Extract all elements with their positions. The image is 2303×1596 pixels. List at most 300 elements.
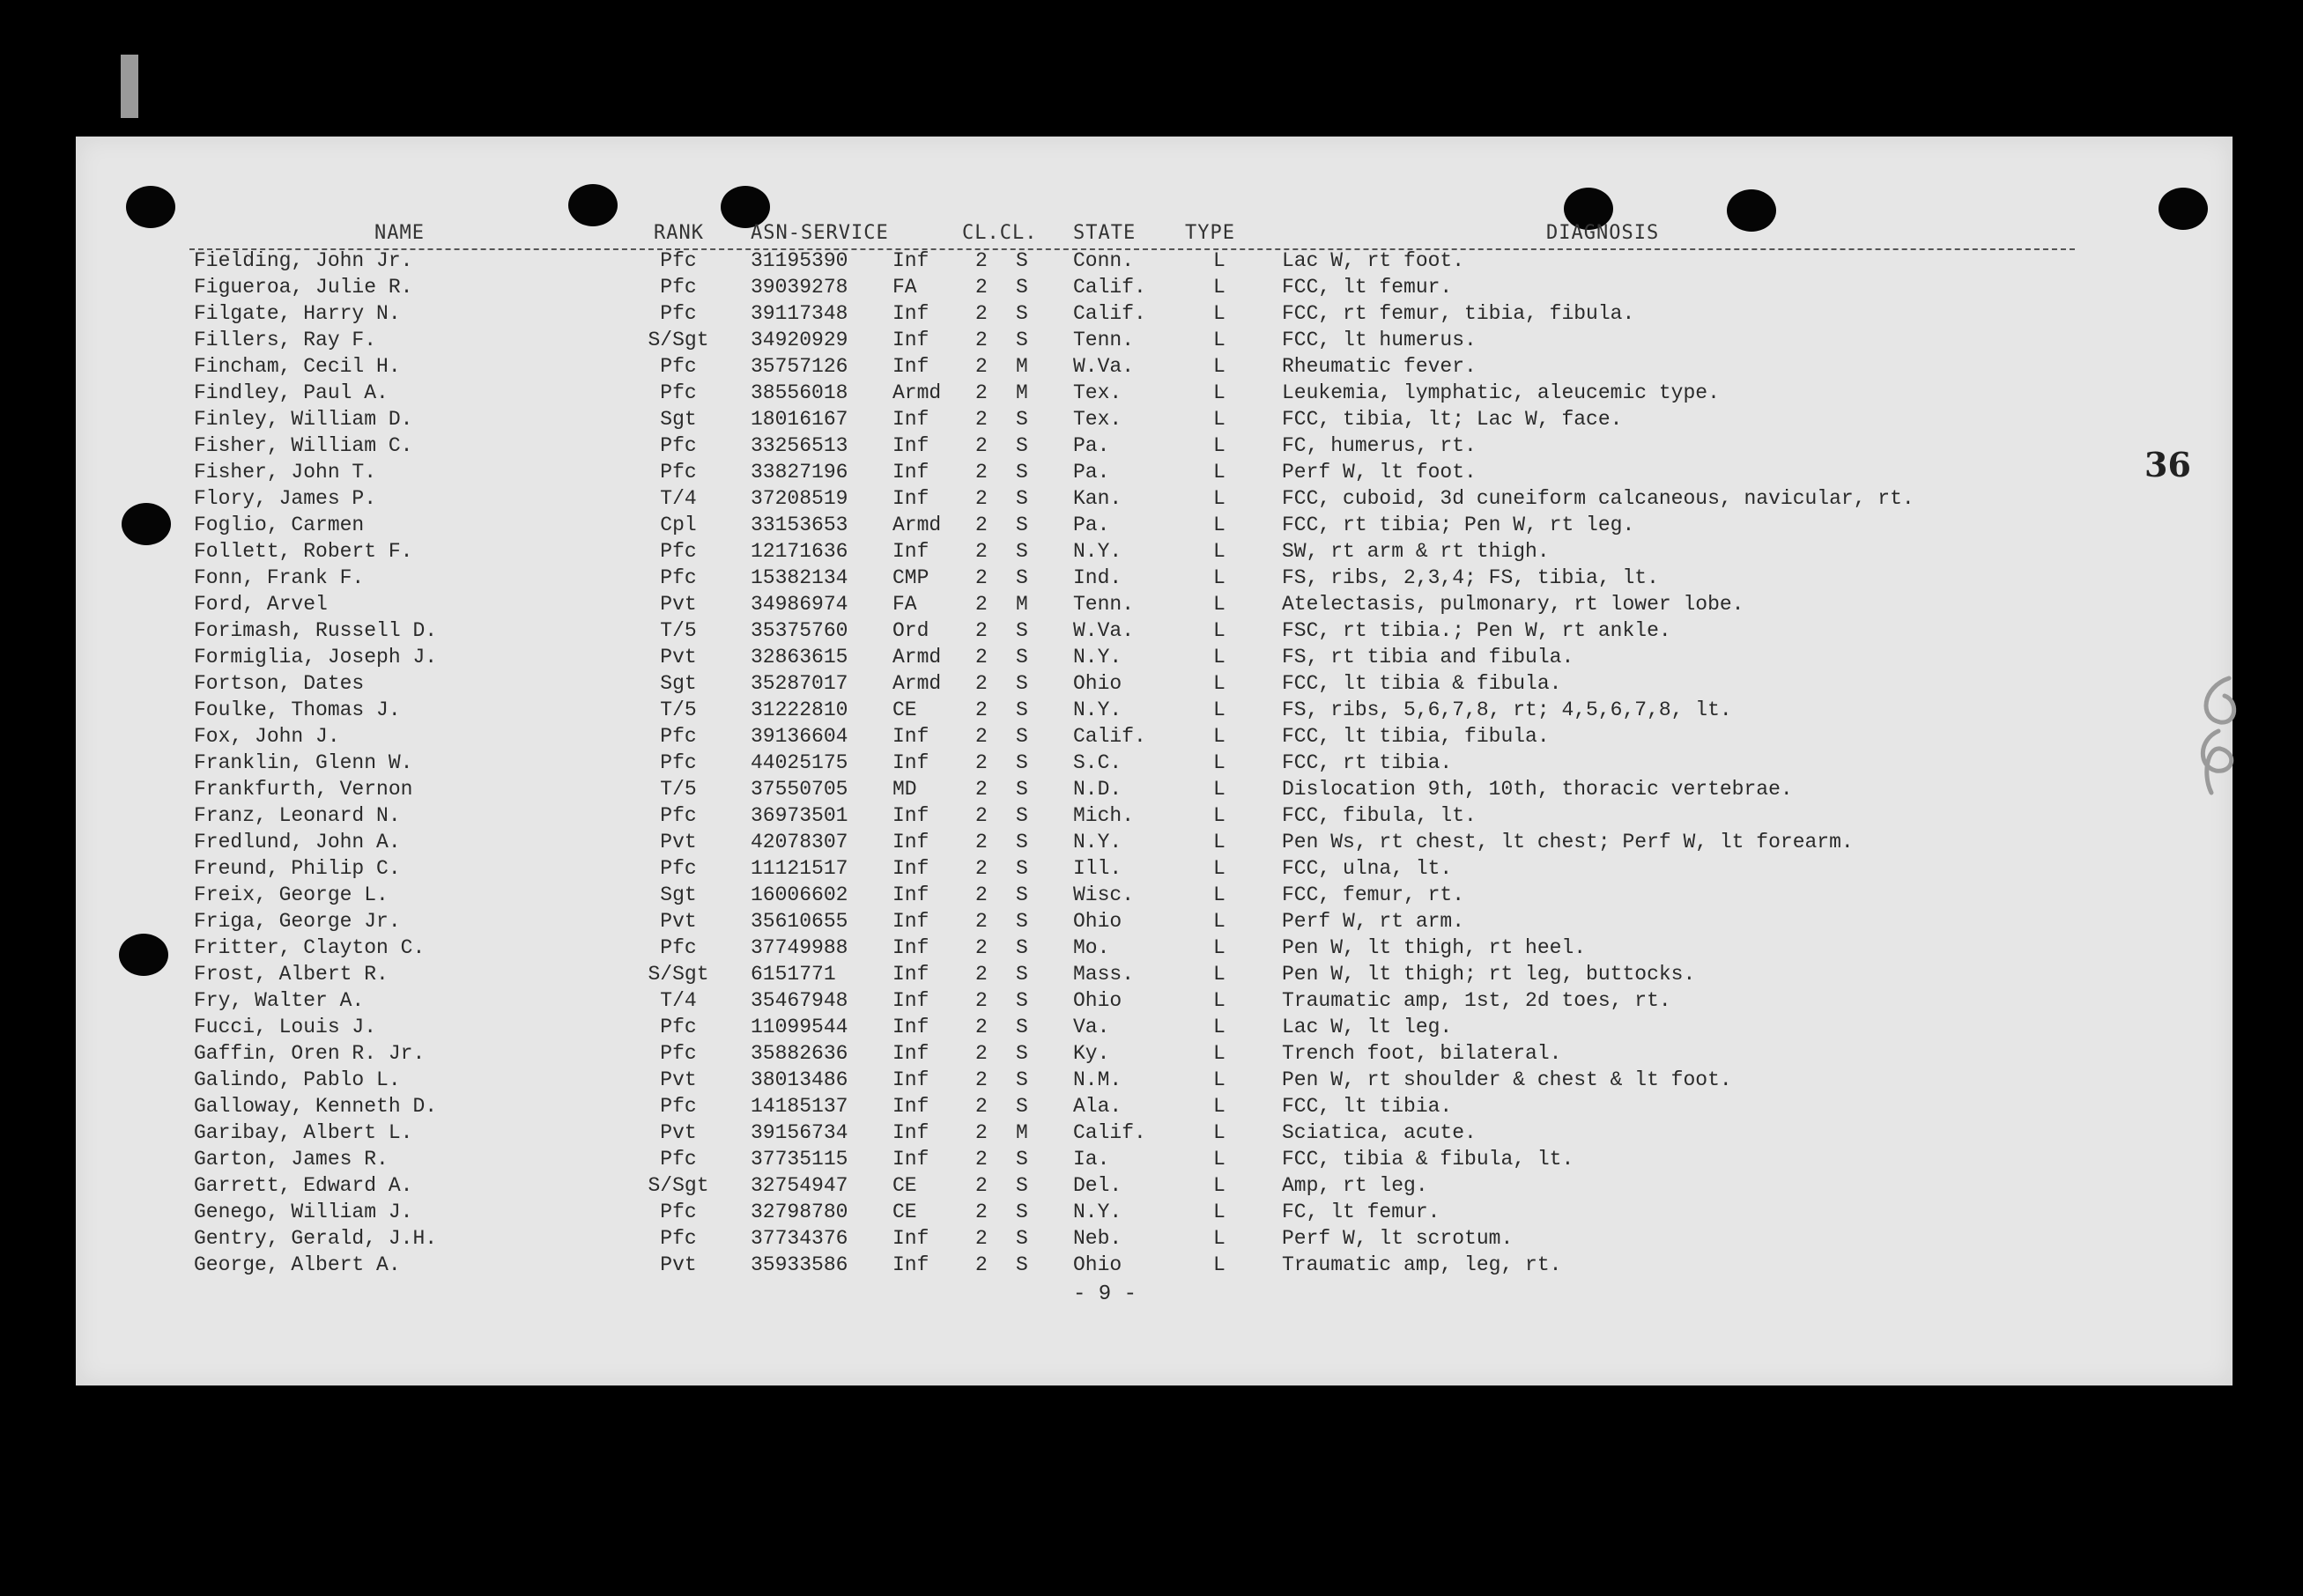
- state-cell: Tenn.: [1073, 329, 1135, 351]
- diagnosis-cell: Trench foot, bilateral.: [1282, 1042, 1562, 1065]
- rank-cell: T/4: [660, 487, 697, 510]
- soldier-name: Franz, Leonard N.: [194, 804, 401, 827]
- class-2-cell: S: [1016, 1095, 1028, 1118]
- class-2-cell: S: [1016, 1227, 1028, 1250]
- table-row: [0, 883, 2303, 910]
- soldier-name: Friga, George Jr.: [194, 910, 401, 933]
- state-cell: Neb.: [1073, 1227, 1122, 1250]
- class-2-cell: S: [1016, 408, 1028, 431]
- asn-cell: 14185137: [751, 1095, 848, 1118]
- class-1-cell: 2: [975, 355, 988, 378]
- table-row: [0, 1201, 2303, 1227]
- service-cell: Inf: [892, 1068, 929, 1091]
- state-cell: Del.: [1073, 1174, 1122, 1197]
- soldier-name: Fredlund, John A.: [194, 831, 401, 853]
- state-cell: Pa.: [1073, 461, 1110, 484]
- asn-cell: 34986974: [751, 593, 848, 616]
- table-row: [0, 408, 2303, 434]
- service-cell: Inf: [892, 408, 929, 431]
- rank-cell: Pvt: [660, 593, 697, 616]
- service-cell: Inf: [892, 857, 929, 880]
- service-cell: Inf: [892, 1016, 929, 1038]
- rank-cell: Pfc: [660, 804, 697, 827]
- soldier-name: Gaffin, Oren R. Jr.: [194, 1042, 426, 1065]
- soldier-name: Follett, Robert F.: [194, 540, 413, 563]
- diagnosis-cell: Rheumatic fever.: [1282, 355, 1477, 378]
- rank-cell: T/5: [660, 778, 697, 801]
- class-2-cell: S: [1016, 1068, 1028, 1091]
- asn-cell: 42078307: [751, 831, 848, 853]
- class-2-cell: M: [1016, 1121, 1028, 1144]
- asn-cell: 38013486: [751, 1068, 848, 1091]
- table-row: [0, 434, 2303, 461]
- table-row: [0, 1174, 2303, 1201]
- service-cell: Inf: [892, 461, 929, 484]
- diagnosis-cell: FS, ribs, 2,3,4; FS, tibia, lt.: [1282, 566, 1659, 589]
- page-number: - 9 -: [1073, 1282, 1137, 1306]
- table-row: [0, 540, 2303, 566]
- class-2-cell: M: [1016, 381, 1028, 404]
- soldier-name: Figueroa, Julie R.: [194, 276, 413, 299]
- service-cell: Inf: [892, 1121, 929, 1144]
- table-row: [0, 1253, 2303, 1280]
- table-row: [0, 989, 2303, 1016]
- soldier-name: Garton, James R.: [194, 1148, 389, 1171]
- asn-cell: 35467948: [751, 989, 848, 1012]
- class-2-cell: S: [1016, 302, 1028, 325]
- class-2-cell: S: [1016, 1174, 1028, 1197]
- table-row: [0, 487, 2303, 514]
- diagnosis-cell: Atelectasis, pulmonary, rt lower lobe.: [1282, 593, 1744, 616]
- class-1-cell: 2: [975, 910, 988, 933]
- soldier-name: Gentry, Gerald, J.H.: [194, 1227, 438, 1250]
- service-cell: Armd: [892, 646, 942, 669]
- soldier-name: Freix, George L.: [194, 883, 389, 906]
- asn-cell: 15382134: [751, 566, 848, 589]
- state-cell: Tenn.: [1073, 593, 1135, 616]
- type-cell: L: [1213, 831, 1226, 853]
- rank-cell: Pfc: [660, 1148, 697, 1171]
- type-cell: L: [1213, 804, 1226, 827]
- asn-cell: 39039278: [751, 276, 848, 299]
- table-row: [0, 698, 2303, 725]
- rank-cell: S/Sgt: [648, 1174, 709, 1197]
- film-edge-mark: [121, 55, 138, 118]
- header-diagnosis: DIAGNOSIS: [1546, 222, 1660, 244]
- diagnosis-cell: FCC, rt tibia.: [1282, 751, 1453, 774]
- soldier-name: Fonn, Frank F.: [194, 566, 365, 589]
- type-cell: L: [1213, 1253, 1226, 1276]
- asn-cell: 39117348: [751, 302, 848, 325]
- table-row: [0, 1121, 2303, 1148]
- table-row: [0, 672, 2303, 698]
- punch-hole: [126, 186, 175, 228]
- soldier-name: Fucci, Louis J.: [194, 1016, 377, 1038]
- diagnosis-cell: Perf W, rt arm.: [1282, 910, 1465, 933]
- type-cell: L: [1213, 725, 1226, 748]
- type-cell: L: [1213, 355, 1226, 378]
- rank-cell: Pfc: [660, 302, 697, 325]
- asn-cell: 6151771: [751, 963, 836, 986]
- class-1-cell: 2: [975, 593, 988, 616]
- class-2-cell: S: [1016, 963, 1028, 986]
- class-1-cell: 2: [975, 1121, 988, 1144]
- class-1-cell: 2: [975, 989, 988, 1012]
- class-1-cell: 2: [975, 831, 988, 853]
- asn-cell: 18016167: [751, 408, 848, 431]
- rank-cell: Pfc: [660, 381, 697, 404]
- state-cell: Calif.: [1073, 276, 1146, 299]
- type-cell: L: [1213, 1121, 1226, 1144]
- soldier-name: Filgate, Harry N.: [194, 302, 401, 325]
- table-row: [0, 593, 2303, 619]
- rank-cell: Pvt: [660, 831, 697, 853]
- asn-cell: 37749988: [751, 936, 848, 959]
- class-2-cell: S: [1016, 883, 1028, 906]
- state-cell: Mass.: [1073, 963, 1135, 986]
- state-cell: Ohio: [1073, 1253, 1122, 1276]
- type-cell: L: [1213, 751, 1226, 774]
- service-cell: Inf: [892, 434, 929, 457]
- sheet-number: 36: [2144, 445, 2191, 484]
- class-2-cell: S: [1016, 540, 1028, 563]
- service-cell: Inf: [892, 487, 929, 510]
- soldier-name: Fry, Walter A.: [194, 989, 365, 1012]
- class-2-cell: S: [1016, 1253, 1028, 1276]
- class-1-cell: 2: [975, 936, 988, 959]
- service-cell: CE: [892, 698, 917, 721]
- class-2-cell: S: [1016, 619, 1028, 642]
- class-2-cell: S: [1016, 698, 1028, 721]
- soldier-name: Franklin, Glenn W.: [194, 751, 413, 774]
- table-row: [0, 857, 2303, 883]
- diagnosis-cell: FCC, fibula, lt.: [1282, 804, 1477, 827]
- diagnosis-cell: Sciatica, acute.: [1282, 1121, 1477, 1144]
- asn-cell: 39136604: [751, 725, 848, 748]
- rank-cell: Pfc: [660, 1201, 697, 1223]
- table-row: [0, 302, 2303, 329]
- soldier-name: Flory, James P.: [194, 487, 377, 510]
- class-2-cell: S: [1016, 989, 1028, 1012]
- state-cell: Ala.: [1073, 1095, 1122, 1118]
- diagnosis-cell: FS, ribs, 5,6,7,8, rt; 4,5,6,7,8, lt.: [1282, 698, 1732, 721]
- table-row: [0, 514, 2303, 540]
- rank-cell: Pfc: [660, 936, 697, 959]
- diagnosis-cell: FCC, tibia, lt; Lac W, face.: [1282, 408, 1623, 431]
- service-cell: FA: [892, 276, 917, 299]
- class-2-cell: S: [1016, 857, 1028, 880]
- rank-cell: Pvt: [660, 910, 697, 933]
- class-2-cell: S: [1016, 434, 1028, 457]
- asn-cell: 35757126: [751, 355, 848, 378]
- rank-cell: Cpl: [660, 514, 697, 536]
- class-2-cell: S: [1016, 276, 1028, 299]
- diagnosis-cell: FCC, lt femur.: [1282, 276, 1453, 299]
- service-cell: CE: [892, 1174, 917, 1197]
- column-header: [189, 222, 2075, 250]
- state-cell: N.M.: [1073, 1068, 1122, 1091]
- class-1-cell: 2: [975, 646, 988, 669]
- service-cell: Inf: [892, 989, 929, 1012]
- class-2-cell: S: [1016, 1016, 1028, 1038]
- asn-cell: 44025175: [751, 751, 848, 774]
- soldier-name: Frankfurth, Vernon: [194, 778, 413, 801]
- state-cell: Wisc.: [1073, 883, 1135, 906]
- asn-cell: 35375760: [751, 619, 848, 642]
- class-1-cell: 2: [975, 883, 988, 906]
- state-cell: N.Y.: [1073, 646, 1122, 669]
- service-cell: Inf: [892, 831, 929, 853]
- handwritten-pencil-mark: [2176, 669, 2255, 802]
- state-cell: N.Y.: [1073, 698, 1122, 721]
- type-cell: L: [1213, 593, 1226, 616]
- asn-cell: 37734376: [751, 1227, 848, 1250]
- rank-cell: Pfc: [660, 540, 697, 563]
- table-row: [0, 381, 2303, 408]
- rank-cell: T/4: [660, 989, 697, 1012]
- state-cell: Ind.: [1073, 566, 1122, 589]
- service-cell: Inf: [892, 355, 929, 378]
- soldier-name: Findley, Paul A.: [194, 381, 389, 404]
- rank-cell: Pfc: [660, 1095, 697, 1118]
- state-cell: W.Va.: [1073, 619, 1135, 642]
- diagnosis-cell: Traumatic amp, 1st, 2d toes, rt.: [1282, 989, 1671, 1012]
- soldier-name: Garibay, Albert L.: [194, 1121, 413, 1144]
- type-cell: L: [1213, 698, 1226, 721]
- service-cell: CE: [892, 1201, 917, 1223]
- service-cell: Inf: [892, 910, 929, 933]
- rank-cell: Pfc: [660, 857, 697, 880]
- state-cell: N.Y.: [1073, 831, 1122, 853]
- state-cell: Pa.: [1073, 514, 1110, 536]
- diagnosis-cell: FCC, lt tibia & fibula.: [1282, 672, 1562, 695]
- soldier-name: Freund, Philip C.: [194, 857, 401, 880]
- type-cell: L: [1213, 1174, 1226, 1197]
- asn-cell: 37208519: [751, 487, 848, 510]
- rank-cell: Pvt: [660, 646, 697, 669]
- diagnosis-cell: Leukemia, lymphatic, aleucemic type.: [1282, 381, 1720, 404]
- asn-cell: 11121517: [751, 857, 848, 880]
- diagnosis-cell: Pen W, lt thigh; rt leg, buttocks.: [1282, 963, 1696, 986]
- table-row: [0, 936, 2303, 963]
- soldier-name: Frost, Albert R.: [194, 963, 389, 986]
- class-1-cell: 2: [975, 514, 988, 536]
- type-cell: L: [1213, 989, 1226, 1012]
- service-cell: Inf: [892, 804, 929, 827]
- table-row: [0, 1068, 2303, 1095]
- diagnosis-cell: Lac W, rt foot.: [1282, 249, 1465, 272]
- service-cell: Inf: [892, 1042, 929, 1065]
- service-cell: Inf: [892, 883, 929, 906]
- type-cell: L: [1213, 1095, 1226, 1118]
- diagnosis-cell: SW, rt arm & rt thigh.: [1282, 540, 1550, 563]
- header-cl-cl: CL.CL.: [962, 222, 1038, 244]
- table-row: [0, 910, 2303, 936]
- class-2-cell: S: [1016, 487, 1028, 510]
- soldier-name: Fincham, Cecil H.: [194, 355, 401, 378]
- state-cell: Mo.: [1073, 936, 1110, 959]
- diagnosis-cell: FCC, ulna, lt.: [1282, 857, 1453, 880]
- class-1-cell: 2: [975, 461, 988, 484]
- class-2-cell: S: [1016, 672, 1028, 695]
- class-2-cell: M: [1016, 593, 1028, 616]
- table-row: [0, 329, 2303, 355]
- header-type: TYPE: [1185, 222, 1235, 244]
- soldier-name: Genego, William J.: [194, 1201, 413, 1223]
- class-2-cell: S: [1016, 778, 1028, 801]
- service-cell: Inf: [892, 1148, 929, 1171]
- class-1-cell: 2: [975, 1016, 988, 1038]
- type-cell: L: [1213, 514, 1226, 536]
- service-cell: Ord: [892, 619, 929, 642]
- soldier-name: Fritter, Clayton C.: [194, 936, 426, 959]
- diagnosis-cell: FSC, rt tibia.; Pen W, rt ankle.: [1282, 619, 1671, 642]
- service-cell: Armd: [892, 514, 942, 536]
- rank-cell: Pvt: [660, 1253, 697, 1276]
- rank-cell: Pfc: [660, 1227, 697, 1250]
- state-cell: S.C.: [1073, 751, 1122, 774]
- state-cell: W.Va.: [1073, 355, 1135, 378]
- asn-cell: 39156734: [751, 1121, 848, 1144]
- service-cell: MD: [892, 778, 917, 801]
- class-2-cell: S: [1016, 910, 1028, 933]
- class-2-cell: S: [1016, 1201, 1028, 1223]
- type-cell: L: [1213, 540, 1226, 563]
- class-1-cell: 2: [975, 857, 988, 880]
- class-2-cell: S: [1016, 329, 1028, 351]
- state-cell: Conn.: [1073, 249, 1135, 272]
- soldier-name: Fortson, Dates: [194, 672, 365, 695]
- class-2-cell: S: [1016, 461, 1028, 484]
- rank-cell: Pfc: [660, 461, 697, 484]
- class-1-cell: 2: [975, 487, 988, 510]
- diagnosis-cell: Amp, rt leg.: [1282, 1174, 1428, 1197]
- class-2-cell: S: [1016, 1042, 1028, 1065]
- table-row: [0, 1042, 2303, 1068]
- rank-cell: T/5: [660, 698, 697, 721]
- type-cell: L: [1213, 857, 1226, 880]
- table-row: [0, 249, 2303, 276]
- diagnosis-cell: FCC, rt femur, tibia, fibula.: [1282, 302, 1635, 325]
- service-cell: Inf: [892, 963, 929, 986]
- state-cell: Ohio: [1073, 989, 1122, 1012]
- table-row: [0, 1016, 2303, 1042]
- asn-cell: 33827196: [751, 461, 848, 484]
- class-2-cell: S: [1016, 1148, 1028, 1171]
- soldier-name: Finley, William D.: [194, 408, 413, 431]
- diagnosis-cell: FCC, cuboid, 3d cuneiform calcaneous, navicular, rt.: [1282, 487, 1914, 510]
- class-1-cell: 2: [975, 751, 988, 774]
- rank-cell: Pfc: [660, 1042, 697, 1065]
- table-row: [0, 355, 2303, 381]
- asn-cell: 32863615: [751, 646, 848, 669]
- type-cell: L: [1213, 461, 1226, 484]
- diagnosis-cell: Traumatic amp, leg, rt.: [1282, 1253, 1562, 1276]
- soldier-name: George, Albert A.: [194, 1253, 401, 1276]
- state-cell: Ky.: [1073, 1042, 1110, 1065]
- type-cell: L: [1213, 963, 1226, 986]
- type-cell: L: [1213, 276, 1226, 299]
- soldier-name: Foglio, Carmen: [194, 514, 365, 536]
- table-row: [0, 804, 2303, 831]
- class-2-cell: S: [1016, 566, 1028, 589]
- diagnosis-cell: FCC, rt tibia; Pen W, rt leg.: [1282, 514, 1635, 536]
- asn-cell: 16006602: [751, 883, 848, 906]
- service-cell: CMP: [892, 566, 929, 589]
- type-cell: L: [1213, 646, 1226, 669]
- table-row: [0, 646, 2303, 672]
- service-cell: Inf: [892, 249, 929, 272]
- soldier-name: Fillers, Ray F.: [194, 329, 377, 351]
- table-row: [0, 1148, 2303, 1174]
- type-cell: L: [1213, 381, 1226, 404]
- rank-cell: Pfc: [660, 355, 697, 378]
- asn-cell: 32754947: [751, 1174, 848, 1197]
- header-asn-service: ASN-SERVICE: [751, 222, 889, 244]
- service-cell: Inf: [892, 936, 929, 959]
- table-row: [0, 963, 2303, 989]
- table-row: [0, 276, 2303, 302]
- type-cell: L: [1213, 434, 1226, 457]
- class-2-cell: S: [1016, 936, 1028, 959]
- diagnosis-cell: Perf W, lt foot.: [1282, 461, 1477, 484]
- class-2-cell: M: [1016, 355, 1028, 378]
- class-1-cell: 2: [975, 619, 988, 642]
- table-row: [0, 778, 2303, 804]
- type-cell: L: [1213, 302, 1226, 325]
- service-cell: Inf: [892, 1227, 929, 1250]
- soldier-name: Fox, John J.: [194, 725, 340, 748]
- asn-cell: 35882636: [751, 1042, 848, 1065]
- state-cell: Va.: [1073, 1016, 1110, 1038]
- table-row: [0, 461, 2303, 487]
- diagnosis-cell: Lac W, lt leg.: [1282, 1016, 1453, 1038]
- service-cell: Inf: [892, 751, 929, 774]
- table-row: [0, 751, 2303, 778]
- soldier-name: Formiglia, Joseph J.: [194, 646, 438, 669]
- class-1-cell: 2: [975, 329, 988, 351]
- service-cell: Inf: [892, 725, 929, 748]
- state-cell: N.Y.: [1073, 540, 1122, 563]
- diagnosis-cell: Pen Ws, rt chest, lt chest; Perf W, lt forearm.: [1282, 831, 1854, 853]
- soldier-name: Fisher, William C.: [194, 434, 413, 457]
- soldier-name: Garrett, Edward A.: [194, 1174, 413, 1197]
- class-1-cell: 2: [975, 1253, 988, 1276]
- state-cell: Calif.: [1073, 302, 1146, 325]
- service-cell: Armd: [892, 381, 942, 404]
- class-2-cell: S: [1016, 804, 1028, 827]
- rank-cell: Pfc: [660, 1016, 697, 1038]
- diagnosis-cell: FCC, femur, rt.: [1282, 883, 1465, 906]
- class-1-cell: 2: [975, 381, 988, 404]
- class-1-cell: 2: [975, 1227, 988, 1250]
- class-1-cell: 2: [975, 1042, 988, 1065]
- service-cell: Inf: [892, 302, 929, 325]
- type-cell: L: [1213, 566, 1226, 589]
- soldier-name: Ford, Arvel: [194, 593, 328, 616]
- class-2-cell: S: [1016, 249, 1028, 272]
- state-cell: Ill.: [1073, 857, 1122, 880]
- table-row: [0, 1095, 2303, 1121]
- diagnosis-cell: FCC, lt tibia.: [1282, 1095, 1453, 1118]
- state-cell: N.D.: [1073, 778, 1122, 801]
- header-state: STATE: [1073, 222, 1137, 244]
- diagnosis-cell: FCC, lt tibia, fibula.: [1282, 725, 1550, 748]
- rank-cell: S/Sgt: [648, 963, 709, 986]
- asn-cell: 33153653: [751, 514, 848, 536]
- class-2-cell: S: [1016, 646, 1028, 669]
- soldier-name: Galindo, Pablo L.: [194, 1068, 401, 1091]
